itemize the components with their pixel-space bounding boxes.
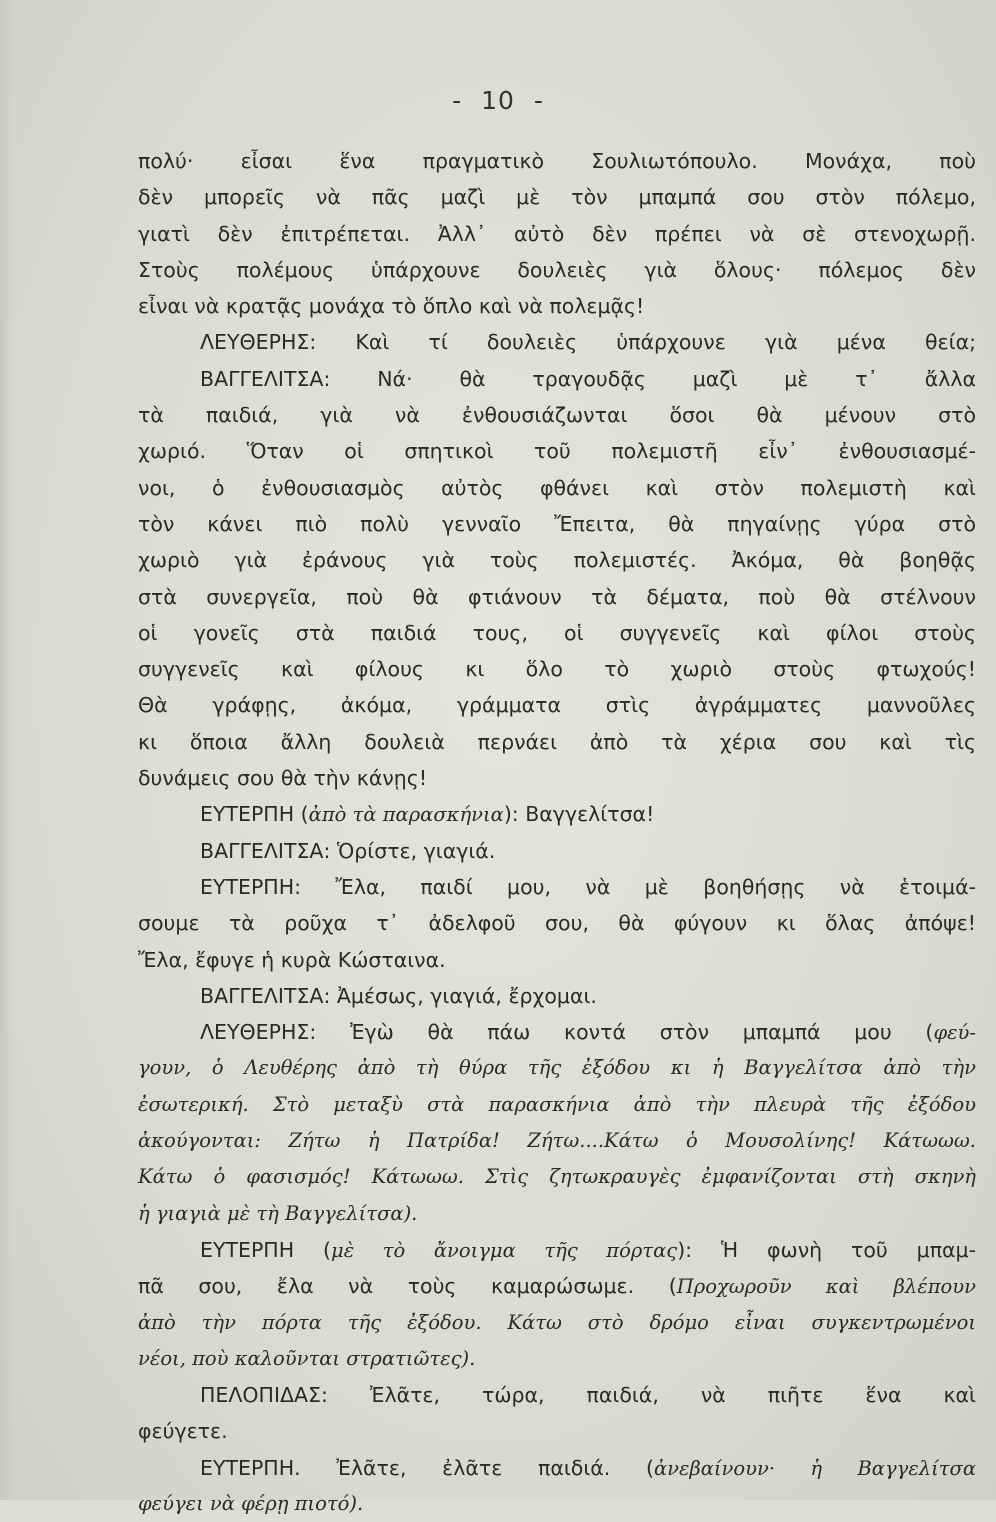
dialogue-line-vangelitsa: ΒΑΓΓΕΛΙΤΣΑ: Νά· θὰ τραγουδᾷς μαζὶ μὲ τ᾽ ἄλλα: [200, 366, 976, 391]
text-line: γιατὶ δὲν ἐπιτρέπεται. Ἀλλ᾽ αὐτὸ δὲν πρέπει νὰ σὲ στενοχωρῇ.: [138, 221, 976, 246]
dialogue-line-pelopidas: ΠΕΛΟΠΙΔΑΣ: Ἐλᾶτε, τώρα, παιδιά, νὰ πιῆτε ἕνα καὶ: [200, 1383, 976, 1408]
dialogue-line-vangelitsa: ΒΑΓΓΕΛΙΤΣΑ: Ὁρίστε, γιαγιά.: [200, 838, 496, 863]
speaker-text: ΕΥΤΕΡΠΗ (: [200, 1237, 332, 1262]
text-line: Θὰ γράφῃς, ἀκόμα, γράμματα στὶς ἀγράμματες μαννοῦλες: [138, 693, 976, 718]
dialogue-line-leftheris: [138, 1014, 976, 1050]
stage-direction: ἀνεβαίνουν· ἡ Βαγγελίτσα: [653, 1456, 976, 1480]
text-line: Στοὺς πολέμους ὑπάρχουνε δουλειὲς γιὰ ὅλους· πόλεμος δὲν: [138, 257, 976, 282]
text-line: εἶναι νὰ κρατᾷς μονάχα τὸ ὅπλο καὶ νὰ πολεμᾷς!: [138, 294, 645, 319]
stage-direction-line: ἡ γιαγιὰ μὲ τὴ Βαγγελίτσα).: [138, 1201, 418, 1225]
stage-direction-line: γουν, ὁ Λευθέρης ἀπὸ τὴ θύρα τῆς ἐξόδου κι ἡ Βαγγελίτσα ἀπὸ τὴν: [138, 1056, 976, 1080]
text-line: τὸν κάνει πιὸ πολὺ γενναῖο Ἔπειτα, θὰ πηγαίνῃς γύρα στὸ: [138, 511, 976, 536]
stage-direction-line: Κάτω ὁ φασισμός! Κάτωωω. Στὶς ζητωκραυγὲς ἐμφανίζονται στὴ σκηνὴ: [138, 1165, 976, 1189]
stage-direction: μὲ τὸ ἄνοιγμα τῆς πόρτας: [331, 1238, 678, 1262]
binding-shadow: [0, 0, 14, 1500]
stage-direction-line: ἀπὸ τὴν πόρτα τῆς ἐξόδου. Κάτω στὸ δρόμο εἶναι συγκεντρωμένοι: [138, 1310, 976, 1334]
page-number: 10: [481, 86, 515, 115]
text-line: τὰ παιδιά, γιὰ νὰ ἐνθουσιάζωνται ὅσοι θὰ μένουν στὸ: [138, 403, 976, 428]
stage-direction-line: φεύγει νὰ φέρῃ πιοτό).: [138, 1491, 364, 1515]
stage-direction: ἀπὸ τὰ παρασκήνια: [308, 803, 504, 827]
speaker-text: ΕΥΤΕΡΠΗ (: [200, 802, 309, 827]
text-line: φεύγετε.: [138, 1419, 228, 1444]
dialogue-line-euterpi: [138, 1450, 976, 1486]
stage-direction: Προχωροῦν καὶ βλέπουν: [676, 1275, 976, 1299]
stage-direction-line: ἀκούγονται: Ζήτω ἡ Πατρίδα! Ζήτω....Κάτω ὁ Μουσολίνης! Κάτωωω.: [138, 1129, 976, 1153]
speech-text: ΛΕΥΘΕΡΗΣ: Ἐγὼ θὰ πάω κοντά στὸν μπαμπά μου (: [200, 1020, 934, 1045]
text-line: νοι, ὁ ἐνθουσιασμὸς αὐτὸς φθάνει καὶ στὸν πολεμιστὴ καὶ: [138, 475, 976, 500]
speech-text: ΕΥΤΕΡΠΗ. Ἐλᾶτε, ἐλᾶτε παιδιά. (: [200, 1455, 654, 1480]
stage-direction-line: ἐσωτερική. Στὸ μεταξὺ στὰ παρασκήνια ἀπὸ τὴν πλευρὰ τῆς ἐξόδου: [138, 1092, 976, 1116]
text-line: στὰ συνεργεῖα, ποὺ θὰ φτιάνουν τὰ δέματα, ποὺ θὰ στέλνουν: [138, 584, 976, 609]
body-text: [138, 143, 976, 1522]
speech-text: πᾶ σου, ἔλα νὰ τοὺς καμαρώσωμε. (: [138, 1274, 677, 1299]
dialogue-line-euterpi: [138, 796, 976, 832]
text-line: οἱ γονεῖς στὰ παιδιά τους, οἱ συγγενεῖς καὶ φίλοι στοὺς: [138, 620, 976, 645]
text-line: κι ὅποια ἄλλη δουλειὰ περνάει ἀπὸ τὰ χέρια σου καὶ τὶς: [138, 729, 976, 754]
text-line: Ἔλα, ἔφυγε ἡ κυρὰ Κώσταινα.: [138, 947, 446, 972]
speech-text: ): Ἡ φωνὴ τοῦ μπαμ-: [677, 1237, 976, 1262]
text-line: συγγενεῖς καὶ φίλους κι ὅλο τὸ χωριὸ στοὺς φτωχούς!: [138, 657, 976, 682]
dialogue-line-euterpi: [138, 1232, 976, 1268]
page-number-dash-right: -: [533, 86, 544, 115]
text-line: χωριό. Ὅταν οἱ σπητικοὶ τοῦ πολεμιστῆ εἶν᾽ ἐνθουσιασμέ-: [138, 439, 976, 464]
dialogue-line-vangelitsa: ΒΑΓΓΕΛΙΤΣΑ: Ἀμέσως, γιαγιά, ἔρχομαι.: [200, 983, 597, 1008]
stage-direction: φεύ-: [933, 1021, 976, 1045]
dialogue-line-euterpi: ΕΥΤΕΡΠΗ: Ἔλα, παιδί μου, νὰ μὲ βοηθήσῃς νὰ ἑτοιμά-: [200, 874, 976, 899]
text-line: χωριὸ γιὰ ἐράνους γιὰ τοὺς πολεμιστές. Ἀκόμα, θὰ βοηθᾷς: [138, 548, 976, 573]
dialogue-line-leftheris: ΛΕΥΘΕΡΗΣ: Καὶ τί δουλειὲς ὑπάρχουνε γιὰ μένα θεία;: [200, 330, 976, 355]
text-line: δυνάμεις σου θὰ τὴν κάνῃς!: [138, 766, 428, 791]
stage-direction-line: νέοι, ποὺ καλοῦνται στρατιῶτες).: [138, 1346, 476, 1370]
page-number-dash-left: -: [452, 86, 463, 115]
text-line: [138, 1268, 976, 1304]
text-line: πολύ· εἶσαι ἕνα πραγματικὸ Σουλιωτόπουλο. Μονάχα, ποὺ: [138, 149, 976, 173]
text-line: σουμε τὰ ροῦχα τ᾽ ἀδελφοῦ σου, θὰ φύγουν κι ὅλας ἀπόψε!: [138, 911, 976, 936]
text-line: δὲν μπορεῖς νὰ πᾶς μαζὶ μὲ τὸν μπαμπά σου στὸν πόλεμο,: [138, 185, 976, 210]
page-number-header: [0, 86, 996, 115]
speech-text: ): Βαγγελίτσα!: [503, 802, 655, 827]
